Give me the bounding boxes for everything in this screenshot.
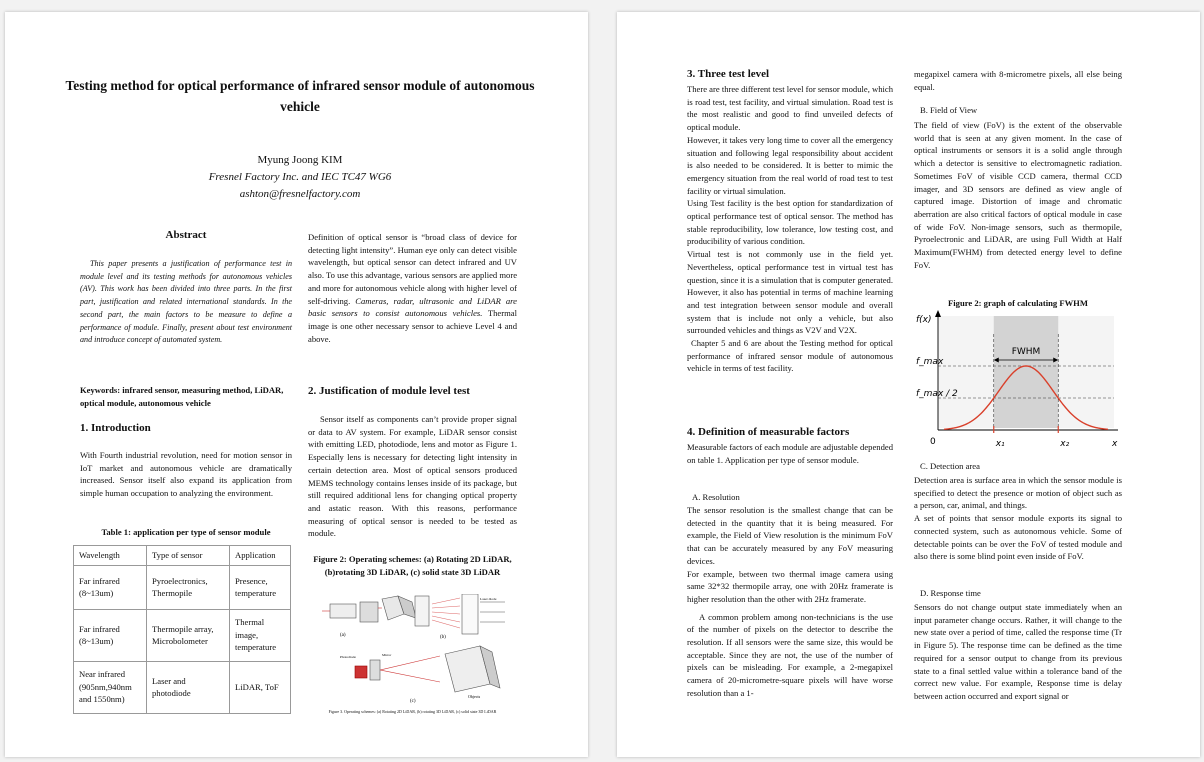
- table-header: Wavelength: [74, 546, 147, 566]
- sec3-p1: There are three different test level for sensor module, which is road test, test facility, and virtual simulation. Road test is the most realistic and good to find unveiled defects of optical module.: [687, 84, 894, 133]
- definition-text: Definition of optical sensor is “broad class of device for detecting light intensity”. Human eye only can detect visible wavelength, but optical sensor can detect infrared and UV also. To use this advantage, various sensors are applied more and more for autonomous vehicle along with higher level of self-driving.: [308, 232, 518, 306]
- table-row: [74, 609, 291, 661]
- x-axis-label: x: [1112, 439, 1118, 449]
- secD-heading: D. Response time: [920, 588, 981, 598]
- secA-p1: The sensor resolution is the smallest change that can be detected in the quantity that it is being measured. For example, the Field of View resolution is the minimum FoV that can be accurately measured by any FoV measuring devices.: [687, 505, 893, 566]
- intro-heading: 1. Introduction: [80, 422, 151, 434]
- fwhm-shaded-region: [994, 316, 1059, 428]
- abstract-text: This paper presents a justification of performance test in module level and its testing methods for autonomous vehicles (AV). This work has been divided into three parts. In the first part, justification and related international standards. In the second part, the main factors to be measure to define a performance of module. Finally, present about test environment and introduce concept of automated system.: [80, 259, 292, 345]
- secA-body: [687, 504, 893, 700]
- secC-body: [914, 474, 1122, 563]
- table-cell: Presence, temperature: [230, 565, 291, 609]
- sec3-p3: Using Test facility is the best option for standardization of optical performance test of optical sensor. The method has stable reproducibility, low tolerance, low testing cost, and producibility of various condition.: [687, 198, 893, 247]
- table-cell: Pyroelectronics, Thermopile: [147, 565, 230, 609]
- definition-italic-text: Cameras, radar, ultrasonic and LiDAR are basic sensors to consist autonomous vehicles.: [308, 295, 517, 319]
- secC-p2: A set of points that sensor module exports its signal to connected system, such as autonomous vehicle. Some of detectable points can be over the FoV of tested module and also there is some blind point even inside of FoV.: [914, 513, 1122, 562]
- label-laser: Laser diode: [480, 597, 497, 601]
- sec3-heading: 3. Three test level: [687, 68, 770, 80]
- page-1: [5, 12, 588, 757]
- col2-top-text: megapixel camera with 8-micrometre pixels, all else being equal.: [914, 69, 1122, 92]
- figure-small-caption: Figure 3. Operating schemes: (a) Rotating 2D LiDAR, (b) rotating 3D LiDAR, (c) solid state 3D LiDAR: [328, 709, 497, 714]
- table-cell: Laser and photodiode: [147, 661, 230, 713]
- fwhm-caption: Figure 2: graph of calculating FWHM: [948, 298, 1088, 308]
- table-cell: Far infrared (8~13um): [74, 565, 147, 609]
- secB-heading: B. Field of View: [920, 105, 978, 115]
- secA-heading: A. Resolution: [692, 492, 740, 502]
- table-row: [74, 565, 291, 609]
- author-email: ashton@fresnelfactory.com: [239, 188, 361, 200]
- label-b: (b): [440, 635, 446, 640]
- table-cell: Thermal image, temperature: [230, 609, 291, 661]
- definition-text-end: Thermal image is one other necessary sensor to achieve Level 4 and above.: [308, 308, 517, 344]
- sec3-body: [687, 83, 893, 375]
- origin-label: 0: [930, 437, 936, 447]
- figure-caption: Figure 2: Operating schemes: (a) Rotating 2D LiDAR, (b)rotating 3D LiDAR, (c) solid state 3D LiDAR: [313, 554, 512, 577]
- table-header-row: [74, 546, 291, 566]
- y-axis-arrow: [935, 310, 941, 317]
- label-a: (a): [340, 633, 346, 638]
- sec3-p4: Virtual test is not commonly use in the field yet. Nevertheless, optical performance test in virtual test has question, since it is a simulation that is computer generated. However, it also has potential in terms of machine learning and test integration between sensor module and overall system that is include not only a vehicle, but also surrounded vehicles and things as V2V and V2X.: [687, 249, 893, 336]
- sec2-text: Sensor itself as components can’t provide proper signal or data to AV system. For example, LiDAR sensor consist with emitting LED, photodiode, lens and motor as Figure 1. Especially lens is necessary for detecting light intensity in certain detection area. Most of optical sensors produced MEMS technology contains lenses inside of its package, but still required additional lens for changing optical property and astatic reason. With this reasons, performance measuring of optical sensor is needed to be tested as module.: [308, 414, 517, 539]
- table-cell: LiDAR, ToF: [230, 661, 291, 713]
- optical-sensor-definition: [308, 231, 517, 345]
- sec3-p2: However, it takes very long time to cover all the emergency situation and following legal responsibility about accident is also needed to be considered. It is better to mimic the emergency situation from the real world of road test to test facility or virtual simulation.: [687, 134, 893, 196]
- sensor-table: [73, 545, 291, 714]
- table-caption: Table 1: application per type of sensor module: [101, 527, 271, 537]
- fwhm-label: FWHM: [1011, 347, 1041, 357]
- sec2-heading: 2. Justification of module level test: [308, 385, 470, 397]
- author-name: Myung Joong KIM: [257, 154, 343, 166]
- sec3-p5: Chapter 5 and 6 are about the Testing method for optical performance of infrared sensor module of autonomous vehicle in terms of test facility.: [687, 338, 893, 374]
- table-cell: Thermopile array, Microbolometer: [147, 609, 230, 661]
- secA-p3: A common problem among non-technicians is the use of the number of pixels on the detector to describe the resolution. If all sensors were the same size, this would be acceptable. Since they are not, the use of the number of pixels can be misleading. For example, a 2-megapixel camera of 20-micrometre-square pixels will have worse resolution than a 1-: [687, 611, 893, 698]
- secD-p1: Sensors do not change output state immediately when an input parameter change occurs. Rather, it will change to the new state over a period of time, called the response time (Tr in Figure 5). The response time can be defined as the time required for a sensor output to change from its previous state to a final settled value within a tolerance band of the correct new value. For example, Response time is delay between action occurred and export signal or: [914, 602, 1122, 701]
- table-cell: Near infrared (905nm,940nm and 1550nm): [74, 661, 147, 713]
- secA-p2: For example, between two thermal image camera using same 32*32 thermopile array, one with 20Hz framerate is higher resolution than the other with 2Hz framerate.: [687, 568, 893, 604]
- sec4-p1: Measurable factors of each module are adjustable depended on table 1. Application per type of sensor module.: [687, 442, 893, 465]
- paper-title: Testing method for optical performance of infrared sensor module of autonomous vehicle: [65, 78, 535, 114]
- fmax-label: f_max: [916, 357, 944, 367]
- x1-label: x₁: [995, 439, 1005, 449]
- x2-label: x₂: [1060, 439, 1070, 449]
- lidar-schematic-figure: [320, 594, 510, 704]
- half-max-label: f_max / 2: [916, 389, 958, 399]
- label-c: (c): [410, 699, 416, 704]
- label-mirror: Mirror: [382, 653, 392, 657]
- label-objects: Objects: [468, 694, 481, 699]
- table-header: Application: [230, 546, 291, 566]
- page-2: [617, 12, 1200, 757]
- y-axis-label: f(x): [916, 315, 932, 325]
- abstract-heading: Abstract: [165, 229, 207, 241]
- secB-p1: The field of view (FoV) is the extent of the observable world that is seen at any given moment. In the case of optical instruments or sensors it is a solid angle through which a detector is sensitive to electromagnetic radiation. Sometimes FoV of visible CCD camera, thermal CCD imager, and 3D sensors are defined as view angle of captured image. Distortion of image and chromatic aberration are also critical factors of optical module in case of wide FoV. Non-image sensors, such as thermopile, Pyroelectronic and LiDAR, are using Full Width at Half Maximum(FWHM) from detected energy level to define FoV.: [914, 120, 1122, 270]
- keywords: Keywords: infrared sensor, measuring method, LiDAR, optical module, autonomous vehicle: [80, 385, 284, 408]
- secC-p1: Detection area is surface area in which the sensor module is specified to detect the presence or motion of object such as a person, car, animal, and things.: [914, 475, 1122, 511]
- intro-text: With Fourth industrial revolution, need for motion sensor in IoT market and autonomous vehicle are dramatically increased. Sensor itself also expand its application from simple human occupation to analyzing the environment.: [80, 450, 292, 499]
- table-cell: Far infrared (8~13um): [74, 609, 147, 661]
- secC-heading: C. Detection area: [920, 461, 980, 471]
- label-photodiode: Photodiode: [340, 655, 356, 659]
- table-row: [74, 661, 291, 713]
- sec4-heading: 4. Definition of measurable factors: [687, 426, 850, 438]
- fwhm-chart: [914, 308, 1124, 450]
- table-header: Type of sensor: [147, 546, 230, 566]
- author-affiliation: Fresnel Factory Inc. and IEC TC47 WG6: [208, 171, 392, 183]
